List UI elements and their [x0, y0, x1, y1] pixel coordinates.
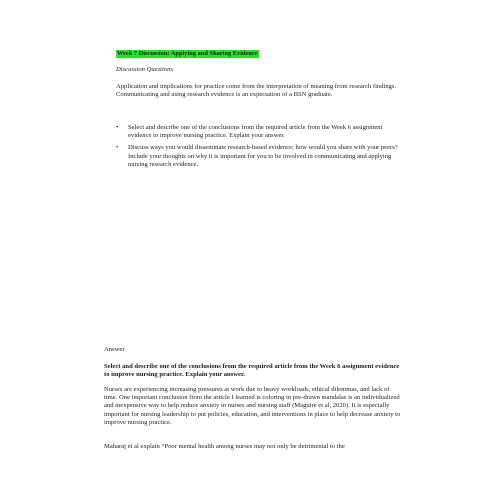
bullet-icon: • — [116, 144, 119, 152]
document-title: Week 7 Discussion: Applying and Sharing Evidence — [117, 50, 258, 57]
discussion-questions-heading: Discussion Questions — [116, 66, 173, 73]
answer-paragraph-1: Nurses are experiencing increasing pressures at work due to heavy workloads, ethical dilemmas, and lack of time. One important conclusion from the article I learned is coloring in pre-drawn mandalas is an individualized and inexpensive way to help reduce anxiety in nurses and nursing staff (Maguire et al, 2020). It is especially important for nursing leadership to put policies, education, and interventions in place to help decrease anxiety to improve nursing practice. — [104, 386, 401, 426]
answer-paragraph-2: Maharaj et al explain “Poor mental health among nurses may not only be detrimental to the — [104, 443, 345, 450]
list-item — [116, 124, 406, 140]
answer-question-heading: Select and describe one of the conclusions from the required article from the Week 6 assignment evidence to improve nursing practice. Explain your answer. — [104, 363, 400, 379]
question-text: Discuss ways you would disseminate research-based evidence; how would you share with your peers? Include your thoughts on why it is important for you to be involved in communicating and applying nursing research evidence. — [128, 144, 398, 168]
answer-label: Answer — [104, 346, 125, 353]
question-text: Select and describe one of the conclusions from the required article from the Week 6 assignment evidence to improve nursing practice. Explain your answer. — [128, 124, 383, 140]
question-list — [116, 124, 406, 173]
list-item — [116, 144, 406, 169]
bullet-icon: • — [116, 124, 119, 131]
intro-paragraph: Application and implications for practice come from the interpretation of meaning from research findings. Communicating and using research evidence is an expectation of a BSN graduate. — [116, 83, 397, 99]
